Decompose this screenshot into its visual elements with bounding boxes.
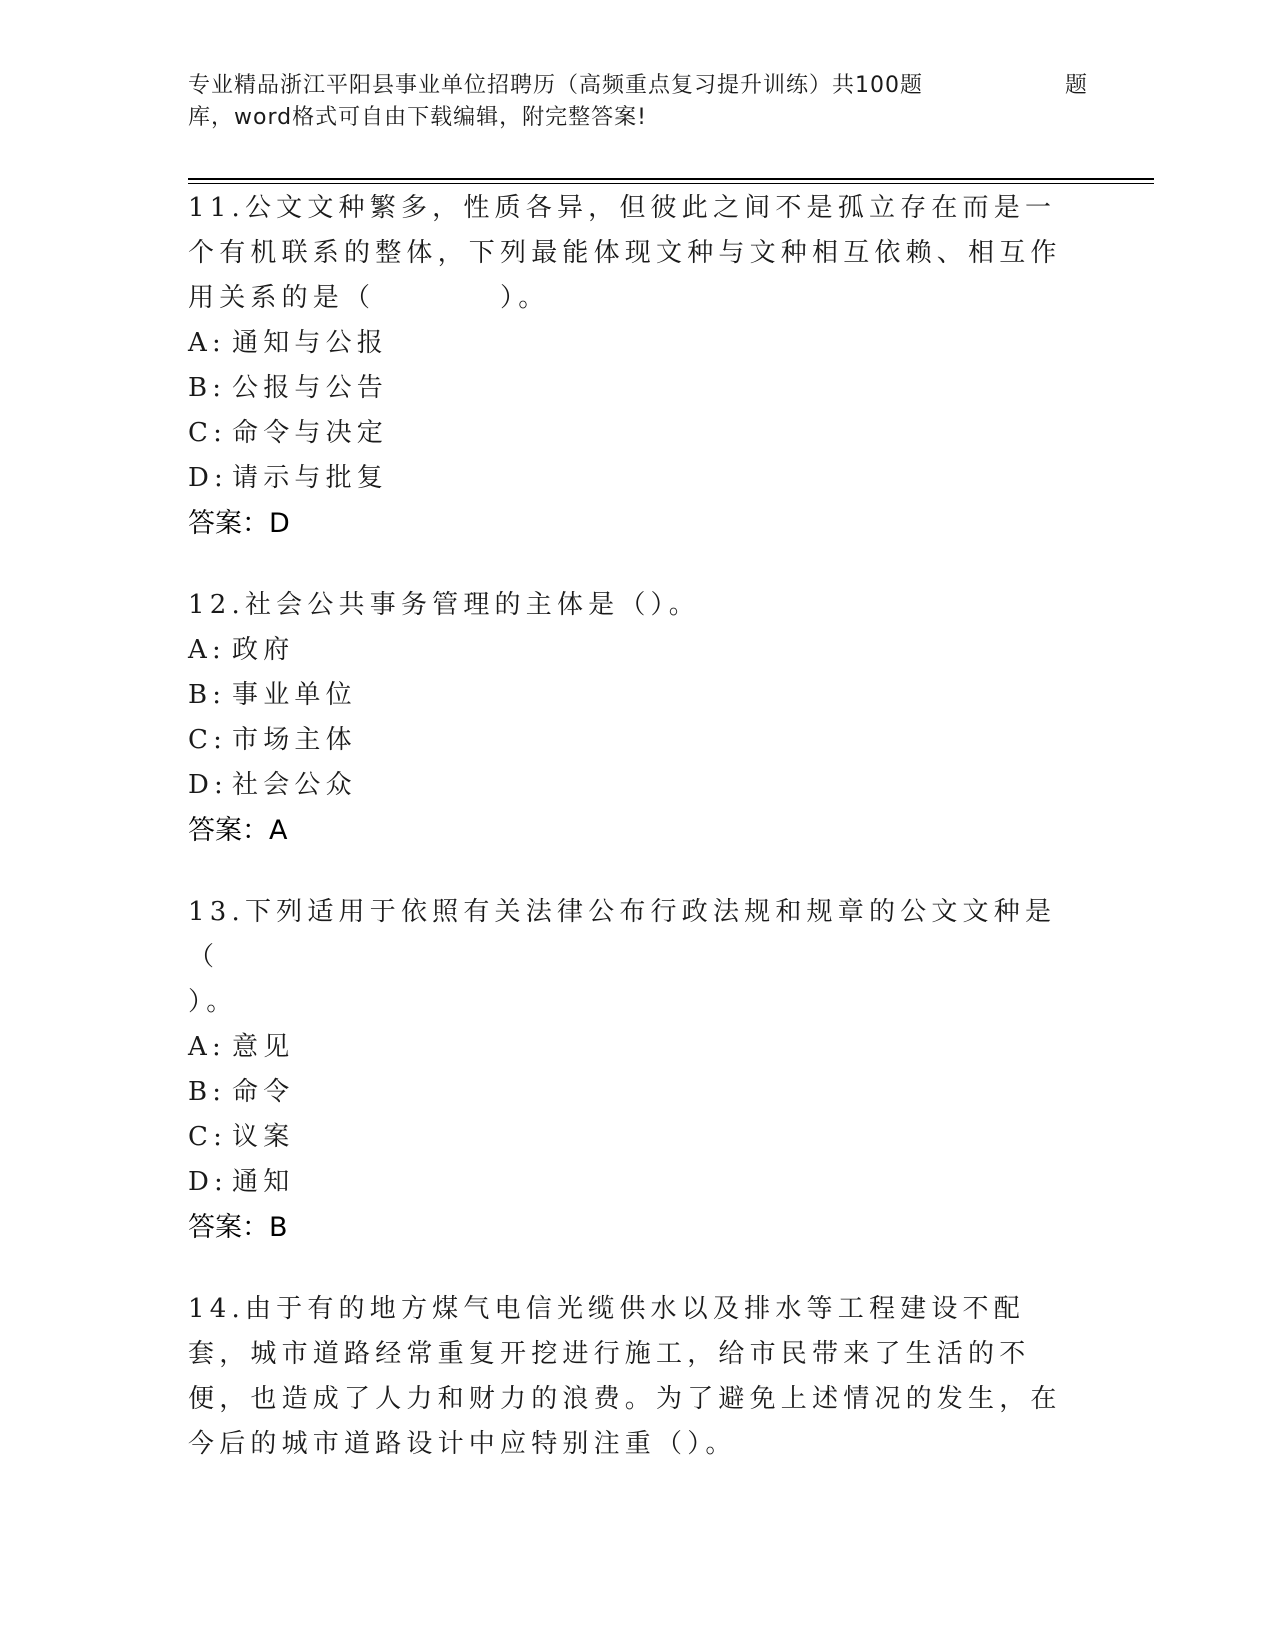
option-text: 命令 [232,1077,295,1107]
header-title-wrap: 题 [1064,73,1088,98]
option-key: D: [188,770,229,800]
option-text: 命令与决定 [232,418,389,448]
question-13 [188,890,1088,1251]
option-key: D: [188,463,229,493]
option-key: C: [188,725,228,755]
option-d [188,763,1088,808]
header-title: 专业精品浙江平阳县事业单位招聘历（高频重点复习提升训练）共100题 [188,73,923,98]
option-b [188,673,1088,718]
option-key: C: [188,1122,228,1152]
answer-line: 答案：A [188,815,288,846]
header-line-2: 库，word格式可自由下载编辑，附完整答案! [188,105,647,130]
question-11 [188,186,1088,547]
option-text: 市场主体 [232,725,357,755]
option-text: 公报与公告 [232,373,389,403]
question-stem: 12.社会公共事务管理的主体是（）。 [188,590,700,620]
question-list [188,186,1088,1503]
question-12 [188,583,1088,854]
question-stem: 14.由于有的地方煤气电信光缆供水以及排水等工程建设不配套，城市道路经常重复开挖进行施工，给市民带来了生活的不便，也造成了人力和财力的浪费。为了避免上述情况的发生，在今后的城市道路设计中应特别注重（）。 [188,1294,1062,1459]
option-key: A: [188,1032,226,1062]
question-stem: 13.下列适用于依照有关法律公布行政法规和规章的公文文种是（ ）。 [188,897,1057,1017]
option-text: 社会公众 [232,770,357,800]
option-key: A: [188,635,226,665]
option-d [188,456,1088,501]
option-b [188,1070,1088,1115]
question-stem: 11.公文文种繁多，性质各异，但彼此之间不是孤立存在而是一个有机联系的整体，下列最能体现文种与文种相互依赖、相互作用关系的是（ ）。 [188,193,1062,313]
option-text: 请示与批复 [232,463,389,493]
answer-line: 答案：D [188,508,290,539]
header-divider-thin [188,183,1154,184]
option-c [188,718,1088,763]
document-header [188,70,1088,134]
option-key: B: [188,1077,227,1107]
option-text: 意见 [232,1032,295,1062]
option-b [188,366,1088,411]
option-c [188,411,1088,456]
option-key: B: [188,680,227,710]
option-key: A: [188,328,226,358]
option-text: 通知 [232,1167,295,1197]
option-key: C: [188,418,228,448]
option-d [188,1160,1088,1205]
option-text: 政府 [232,635,295,665]
option-a [188,1025,1088,1070]
header-divider-thick [188,178,1154,180]
header-line-1 [188,70,1088,102]
option-text: 通知与公报 [232,328,389,358]
answer-line: 答案：B [188,1212,288,1243]
option-key: B: [188,373,227,403]
option-text: 议案 [232,1122,295,1152]
option-key: D: [188,1167,229,1197]
option-a [188,321,1088,366]
option-text: 事业单位 [232,680,357,710]
option-c [188,1115,1088,1160]
question-14 [188,1287,1088,1467]
option-a [188,628,1088,673]
